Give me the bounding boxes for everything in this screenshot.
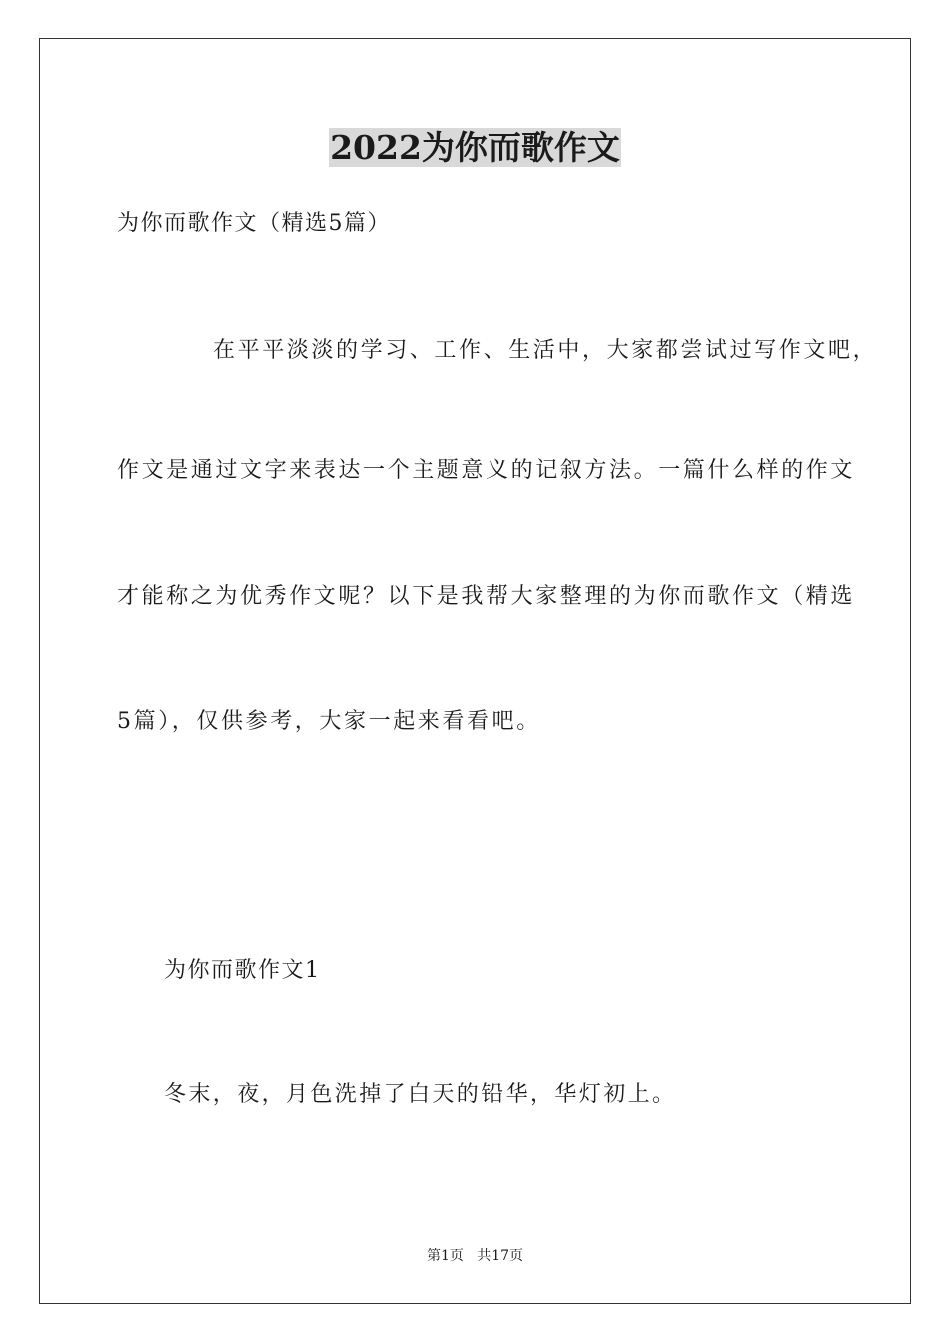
- intro-paragraph-line-4: 5篇），仅供参考，大家一起来看看吧。: [117, 709, 541, 734]
- section-heading: 为你而歌作文1: [164, 958, 321, 983]
- intro-paragraph-line-2: 作文是通过文字来表达一个主题意义的记叙方法。一篇什么样的作文: [117, 458, 856, 483]
- page-number-footer: 第1页 共17页: [426, 1248, 524, 1264]
- intro-paragraph-line-3: 才能称之为优秀作文呢？以下是我帮大家整理的为你而歌作文（精选: [117, 584, 856, 609]
- document-title: [0, 126, 950, 170]
- section-paragraph-line-1: 冬末，夜，月色洗掉了白天的铅华，华灯初上。: [164, 1082, 677, 1107]
- document-title-text: 2022为你而歌作文: [330, 128, 620, 167]
- intro-paragraph-line-1: 在平平淡淡的学习、工作、生活中，大家都尝试过写作文吧，: [213, 338, 878, 363]
- document-subtitle: 为你而歌作文（精选5篇）: [117, 211, 391, 236]
